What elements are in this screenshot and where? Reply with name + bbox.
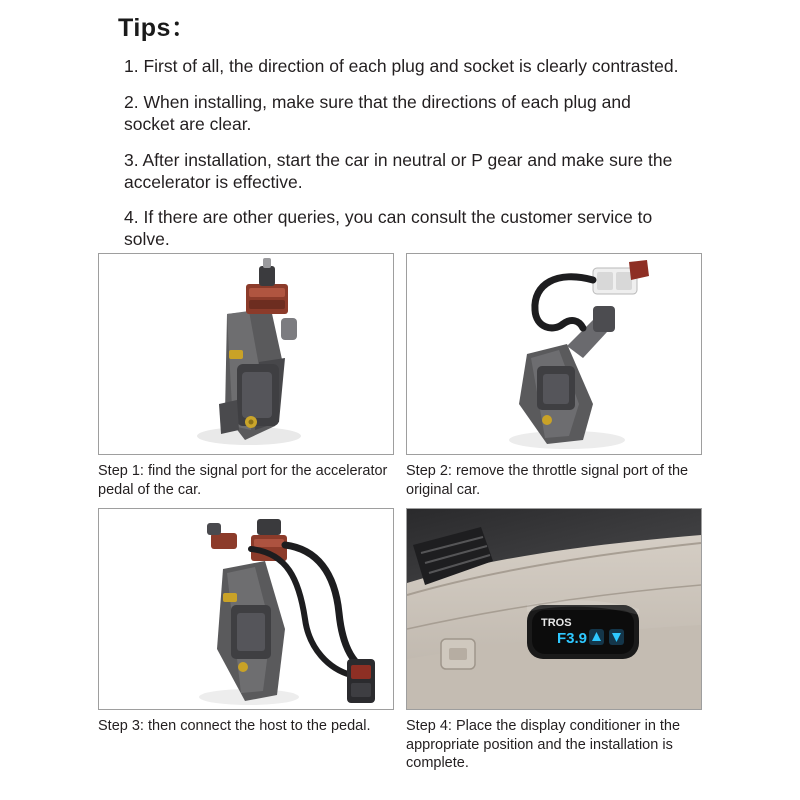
tips-list	[96, 56, 696, 251]
throttle-connector-removal-illustration	[407, 254, 701, 454]
tips-item-4: 4. If there are other queries, you can consult the customer service to solve.	[124, 207, 653, 250]
step-2-photo	[406, 253, 702, 455]
svg-text:F3.9: F3.9	[557, 629, 588, 647]
step-1	[98, 253, 394, 500]
steps-grid	[98, 253, 702, 773]
step-2	[406, 253, 702, 500]
step-1-photo	[98, 253, 394, 455]
step-1-caption: Step 1: find the signal port for the accelerator pedal of the car.	[98, 463, 388, 498]
tips-item-3: 3. After installation, start the car in neutral or P gear and make sure the accelerator is effective.	[124, 149, 673, 192]
host-connected-illustration	[99, 509, 393, 709]
step-2-caption: Step 2: remove the throttle signal port of the original car.	[406, 463, 689, 498]
step-3	[98, 508, 394, 774]
step-3-photo	[98, 508, 394, 710]
step-4-caption: Step 4: Place the display conditioner in the appropriate position and the installation is complete.	[406, 717, 681, 772]
svg-text:TROS: TROS	[541, 616, 572, 629]
step-3-caption: Step 3: then connect the host to the pedal.	[98, 717, 371, 734]
tips-item-1: 1. First of all, the direction of each plug and socket is clearly contrasted.	[124, 56, 679, 76]
tips-item-2: 2. When installing, make sure that the directions of each plug and socket are clear.	[124, 91, 631, 134]
pedal-signal-port-illustration	[99, 254, 393, 454]
step-4-photo	[406, 508, 702, 710]
step-4	[406, 508, 702, 774]
display-unit	[527, 605, 639, 659]
tips-section	[96, 8, 696, 265]
tips-title: Tips：	[118, 14, 197, 42]
dashboard-installation-illustration	[407, 509, 701, 709]
